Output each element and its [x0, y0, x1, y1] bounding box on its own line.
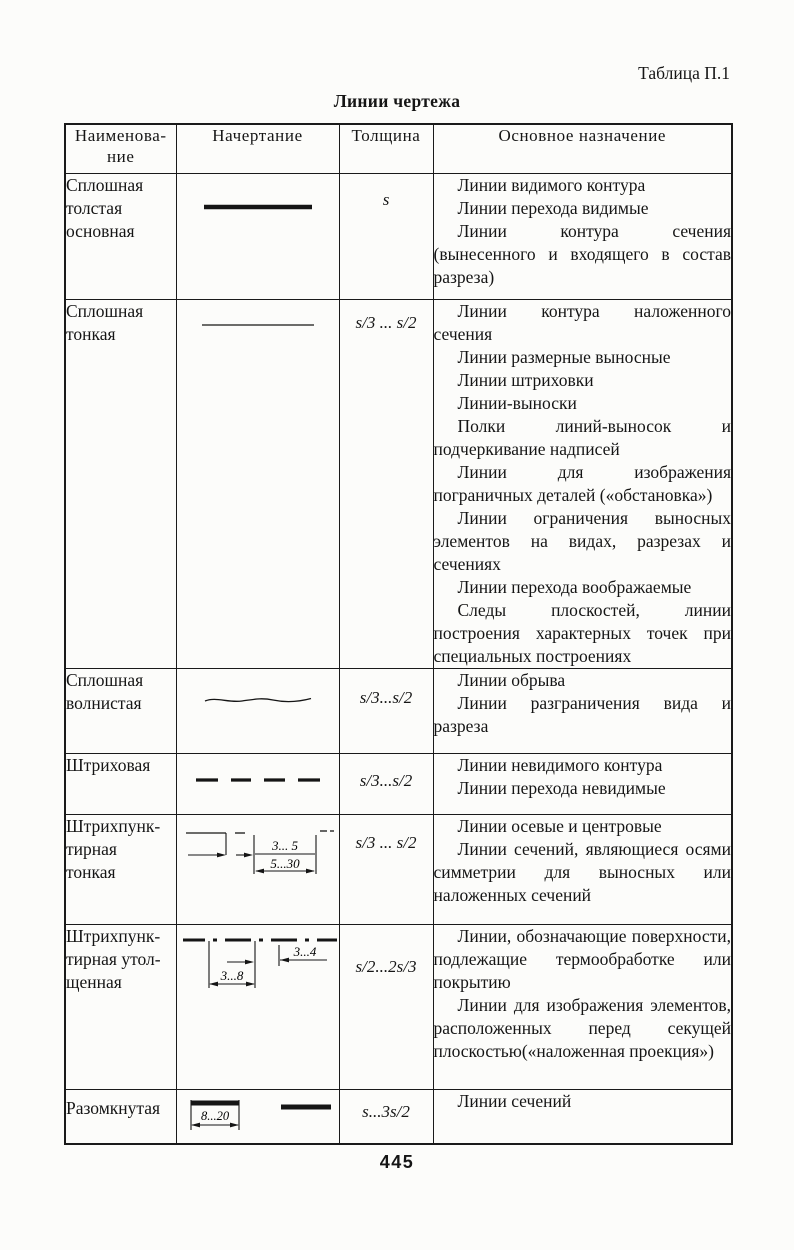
dimension-label: 3... 5 [271, 837, 298, 853]
row-name-line: волнистая [66, 692, 142, 713]
row-name-line: щенная [66, 971, 122, 992]
dashed-line-sample [176, 753, 339, 814]
thickness-value: s/3 ... s/2 [339, 814, 433, 924]
purpose-item: Линии видимого контура [457, 174, 646, 195]
purpose-item: Линии контура наложенного сечения [433, 300, 731, 344]
dash-dot-thin-line-sample [176, 814, 339, 924]
open-section-line-sample [176, 1089, 339, 1144]
row-name [65, 753, 176, 814]
drawing-lines-table [64, 123, 733, 1145]
purpose-item: Линии размерные выносные [457, 346, 671, 367]
purpose-list [433, 924, 732, 1089]
table-row [65, 814, 732, 924]
table-label: Таблица П.1 [638, 63, 730, 83]
thickness-value: s...3s/2 [339, 1089, 433, 1144]
dimension-label: 8...20 [200, 1108, 229, 1123]
wavy-line-sample [176, 668, 339, 753]
purpose-list [433, 1089, 732, 1144]
purpose-item: Линии осевые и центровые [457, 815, 662, 836]
thickness-value: s/3...s/2 [339, 668, 433, 753]
row-name-line: Разомкнутая [66, 1097, 161, 1118]
table-row [65, 668, 732, 753]
solid-thin-line-icon [201, 322, 315, 328]
row-name [65, 299, 176, 668]
row-name-line: толстая [66, 197, 123, 218]
row-name [65, 668, 176, 753]
dash-dot-thin-diagram-icon [182, 823, 334, 881]
dimension-label: 3...8 [220, 967, 243, 983]
purpose-item: Линии перехода невидимые [457, 777, 666, 798]
purpose-item: Линии для изображения элементов, расположенных перед секущей плоскостью(«наложенная проекция») [433, 994, 731, 1061]
solid-thick-line-sample [176, 173, 339, 299]
purpose-item: Линии контура сечения (вынесенного и входящего в состав разреза) [433, 220, 731, 287]
purpose-item: Линии для изображения пограничных деталей («обстановка») [433, 461, 731, 505]
dimension-label: 5...30 [269, 855, 300, 871]
purpose-item: Линии штриховки [457, 369, 594, 390]
table-row [65, 299, 732, 668]
dash-dot-thick-line-sample [176, 924, 339, 1089]
row-name-line: тирная [66, 838, 117, 859]
header-row [65, 124, 732, 173]
row-name-line: Штриховая [66, 754, 151, 775]
row-name-line: Сплошная [66, 300, 144, 321]
page-number: 445 [379, 1152, 415, 1172]
purpose-item: Линии-выноски [457, 392, 577, 413]
row-name-line: Штрихпунк- [66, 925, 161, 946]
purpose-item: Линии перехода видимые [457, 197, 649, 218]
purpose-list [433, 753, 732, 814]
row-name-line: основная [66, 220, 135, 241]
thickness-value: s/2...2s/3 [339, 924, 433, 1089]
col-header-thickness: Толщина [339, 124, 433, 173]
table-row [65, 753, 732, 814]
row-name-line: тонкая [66, 861, 116, 882]
dash-dot-thick-diagram-icon [179, 932, 337, 996]
purpose-list [433, 173, 732, 299]
purpose-item: Линии обрыва [457, 669, 566, 690]
page-title: Линии чертежа [333, 91, 461, 111]
row-name-line: тонкая [66, 323, 116, 344]
thickness-value: s/3 ... s/2 [339, 299, 433, 668]
thickness-value: s [339, 173, 433, 299]
row-name-line: Сплошная [66, 669, 144, 690]
table-row [65, 173, 732, 299]
dashed-line-icon [194, 775, 322, 785]
wavy-line-icon [202, 693, 314, 707]
purpose-item: Линии ограничения выносных элементов на видах, разрезах и сечениях [433, 507, 731, 574]
col-header-style: Начертание [176, 124, 339, 173]
purpose-item: Линии сечений, являющиеся осями симметрии для выносных или наложенных сечений [433, 838, 731, 905]
col-header-name-line: Наименова- [74, 126, 167, 145]
open-section-diagram-icon [183, 1095, 333, 1137]
row-name-line: тирная утол- [66, 948, 161, 969]
row-name-line: Штрихпунк- [66, 815, 161, 836]
purpose-item: Линии сечений [457, 1090, 572, 1111]
col-header-name-line: ние [106, 147, 135, 166]
row-name [65, 173, 176, 299]
purpose-item: Линии перехода воображаемые [457, 576, 692, 597]
solid-thin-line-sample [176, 299, 339, 668]
col-header-purpose: Основное назначение [433, 124, 732, 173]
table-row [65, 924, 732, 1089]
row-name [65, 814, 176, 924]
row-name [65, 1089, 176, 1144]
purpose-item: Полки линий-выносок и подчеркивание надписей [433, 415, 731, 459]
purpose-item: Следы плоскостей, линии построения характерных точек при специальных построениях [433, 599, 731, 666]
dimension-label: 3...4 [293, 943, 316, 959]
purpose-item: Линии разграничения вида и разреза [433, 692, 731, 736]
purpose-item: Линии, обозначающие поверхности, подлежащие термообработке или покрытию [433, 925, 731, 992]
purpose-list [433, 299, 732, 668]
row-name-line: Сплошная [66, 174, 144, 195]
purpose-item: Линии невидимого контура [457, 754, 663, 775]
solid-thick-line-icon [202, 202, 314, 212]
purpose-list [433, 814, 732, 924]
row-name [65, 924, 176, 1089]
thickness-value: s/3...s/2 [339, 753, 433, 814]
purpose-list [433, 668, 732, 753]
table-row [65, 1089, 732, 1144]
col-header-name [65, 124, 176, 173]
